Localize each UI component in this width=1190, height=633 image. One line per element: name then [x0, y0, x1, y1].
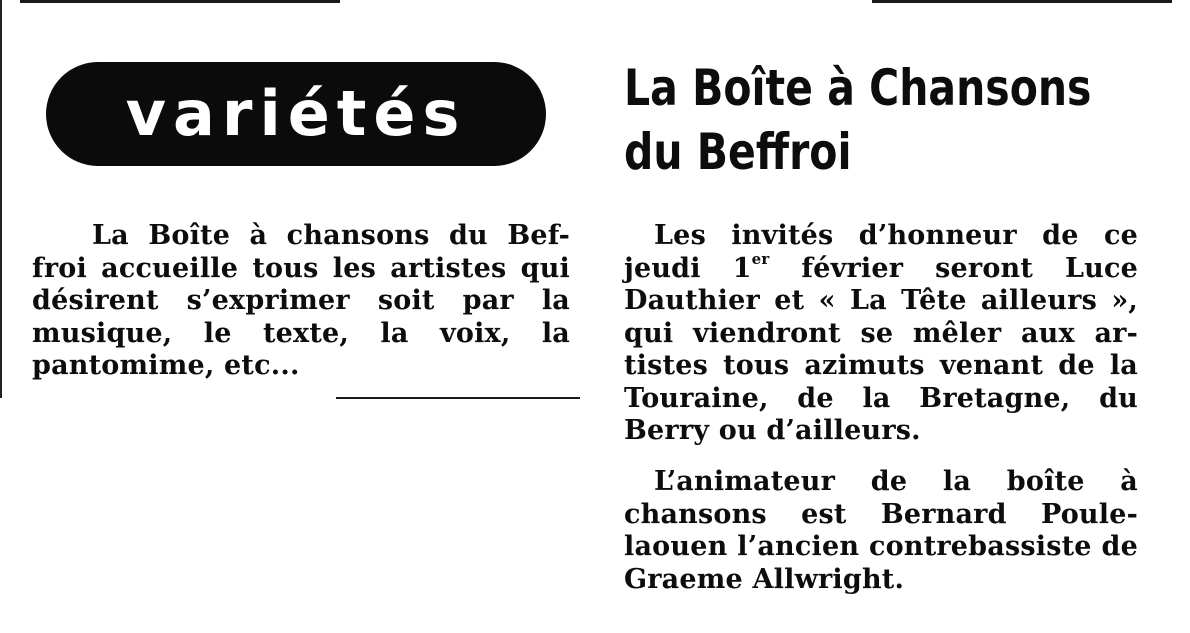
left-article-line: pantomime, etc...: [32, 350, 300, 381]
right-article-paragraph-1: [624, 220, 1138, 448]
section-badge: [46, 62, 546, 166]
article-headline: [624, 56, 1091, 184]
paragraph-line: jeudi 1er février seront Luce: [624, 249, 1138, 284]
top-left-rule: [20, 0, 340, 3]
paragraph-line: Dauthier et « La Tête ailleurs »,: [624, 285, 1138, 316]
left-article-line: La Boîte à chansons du Bef-: [92, 220, 570, 251]
left-article-line: musique, le texte, la voix, la: [32, 317, 570, 349]
section-badge-label: variétés: [125, 77, 467, 150]
left-bottom-rule: [336, 397, 580, 399]
paragraph-line: L’animateur de la boîte à: [654, 466, 1138, 497]
paragraph-line: qui viendront se mêler aux ar-: [624, 317, 1138, 349]
headline-line: La Boîte à Chansons: [624, 59, 1092, 117]
paragraph-line: Les invités d’honneur de ce: [654, 220, 1138, 251]
left-column-border: [0, 0, 2, 398]
superscript-er: er: [751, 249, 770, 268]
paragraph-line: chansons est Bernard Poule-: [624, 498, 1138, 530]
top-right-rule: [872, 0, 1172, 3]
paragraph-line: laouen l’ancien contrebassiste de: [624, 531, 1138, 562]
paragraph-line: tistes tous azimuts venant de la: [624, 350, 1138, 381]
paragraph-line: Touraine, de la Bretagne, du: [624, 382, 1138, 414]
left-article-line: froi accueille tous les artistes qui: [32, 252, 570, 284]
paragraph-line: Graeme Allwright.: [624, 563, 905, 595]
paragraph-line: Berry ou d’ailleurs.: [624, 415, 921, 446]
left-article-line: désirent s’exprimer soit par la: [32, 285, 570, 316]
left-article: [32, 220, 570, 383]
headline-line: du Beffroi: [624, 123, 852, 181]
right-article-paragraph-2: [624, 466, 1138, 596]
